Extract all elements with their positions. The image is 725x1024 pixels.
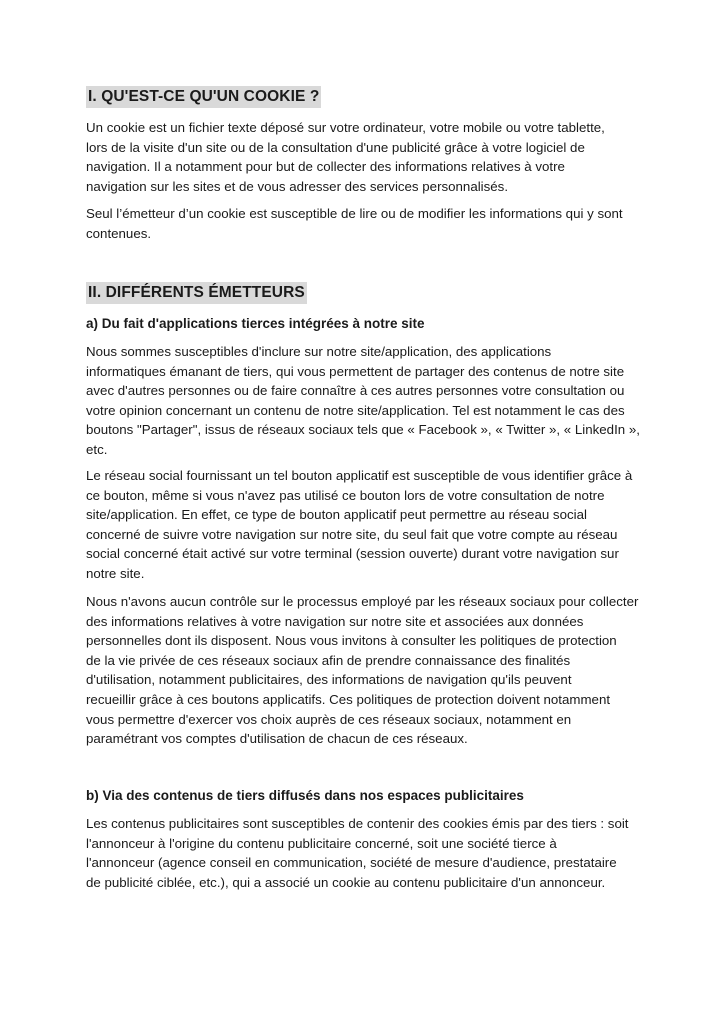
text-line: lors de la visite d'un site ou de la consultation d'une publicité grâce à votre logiciel de (86, 139, 585, 155)
text-line: Seul l’émetteur d’un cookie est susceptible de lire ou de modifier les informations qui y sont (86, 206, 623, 221)
text-line: de publicité ciblée, etc.), qui a associé un cookie au contenu publicitaire d'un annonceur. (86, 874, 606, 890)
text-line: etc. (86, 441, 108, 457)
text-line: recueillir grâce à ces boutons applicatifs. Ces politiques de protection doivent notamment (86, 691, 611, 707)
text-line: Nous n'avons aucun contrôle sur le processus employé par les réseaux sociaux pour collecter (86, 594, 639, 609)
text-line: Les contenus publicitaires sont susceptibles de contenir des cookies émis par des tiers : soit (86, 816, 629, 831)
text-line: l'annonceur à l'origine du contenu publicitaire concerné, soit une société tierce à (86, 835, 557, 851)
text-line: Le réseau social fournissant un tel bouton applicatif est susceptible de vous identifier grâce à (86, 468, 633, 483)
subsection-a-paragraph-1 (86, 342, 641, 460)
text-line: concerné de suivre votre navigation sur notre site, du seul fait que votre compte au réseau (86, 526, 618, 542)
text-line: informatiques émanant de tiers, qui vous permettent de partager des contenus de notre site (86, 363, 625, 379)
subsection-a-paragraph-3 (86, 592, 641, 749)
text-line: boutons "Partager", issus de réseaux sociaux tels que « Facebook », « Twitter », « LinkedIn », (86, 422, 640, 438)
text-line: d'utilisation, notamment publicitaires, des informations de navigation qu'ils peuvent (86, 672, 572, 688)
subsection-b-heading: b) Via des contenus de tiers diffusés dans nos espaces publicitaires (86, 788, 524, 803)
text-line: navigation. Il a notamment pour but de collecter des informations relatives à votre (86, 159, 565, 175)
section-1-heading: I. QU'EST-CE QU'UN COOKIE ? (86, 86, 321, 108)
text-line: personnelles dont ils disposent. Nous vous invitons à consulter les politiques de protection (86, 633, 617, 649)
section-2-heading: II. DIFFÉRENTS ÉMETTEURS (86, 282, 307, 304)
subsection-b-paragraph-1 (86, 814, 641, 892)
text-line: Un cookie est un fichier texte déposé sur votre ordinateur, votre mobile ou votre tablette, (86, 120, 605, 135)
section-1-paragraph-2 (86, 204, 641, 243)
text-line: de la vie privée de ces réseaux sociaux afin de prendre connaissance des finalités (86, 652, 571, 668)
text-line: votre opinion concernant un contenu de notre site/application. Tel est notamment le cas des (86, 402, 625, 418)
text-line: avec d'autres personnes ou de faire connaître à ces autres personnes votre consultation ou (86, 383, 625, 399)
subsection-a-paragraph-2 (86, 466, 641, 584)
text-line: paramétrant vos comptes d'utilisation de chacun de ces réseaux. (86, 731, 468, 747)
text-line: des informations relatives à votre navigation sur notre site et associées aux données (86, 613, 584, 629)
text-line: l'annonceur (agence conseil en communication, société de mesure d'audience, prestataire (86, 855, 617, 871)
text-line: vous permettre d'exercer vos choix auprès de ces réseaux sociaux, notamment en (86, 711, 572, 727)
text-line: social concerné était activé sur votre terminal (session ouverte) durant votre navigation sur (86, 546, 619, 562)
text-line: notre site. (86, 565, 145, 581)
text-line: navigation sur les sites et de vous adresser des services personnalisés. (86, 178, 509, 194)
section-1-paragraph-1 (86, 118, 641, 196)
text-line: ce bouton, même si vous n'avez pas utilisé ce bouton lors de votre consultation de notre (86, 487, 605, 503)
text-line: contenues. (86, 225, 152, 241)
text-line: Nous sommes susceptibles d'inclure sur notre site/application, des applications (86, 344, 552, 359)
subsection-a-heading: a) Du fait d'applications tierces intégrées à notre site (86, 316, 425, 331)
text-line: site/application. En effet, ce type de bouton applicatif peut permettre au réseau social (86, 507, 587, 523)
